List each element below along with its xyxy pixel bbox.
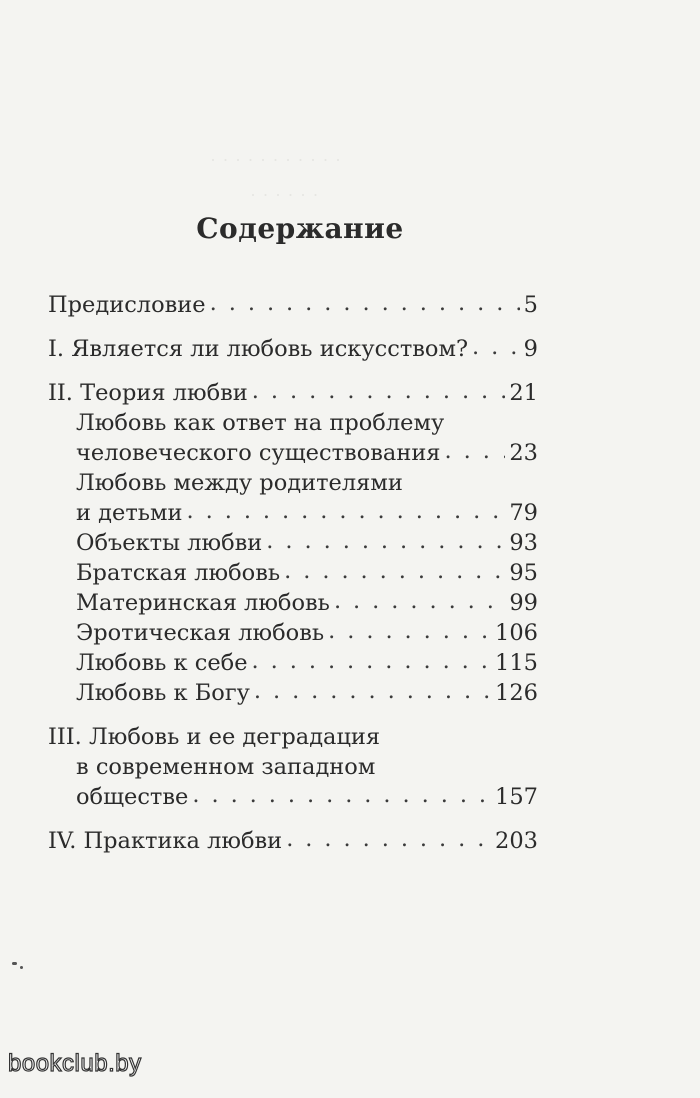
toc-page-number: 126 xyxy=(495,680,538,706)
watermark: bookclub.by xyxy=(8,1050,142,1077)
leader-dots xyxy=(334,588,505,614)
toc-entry-chapter-2 xyxy=(48,376,538,406)
toc-label: человеческого существования xyxy=(76,440,441,466)
toc-page-number: 93 xyxy=(509,530,538,556)
leader-dots xyxy=(328,618,491,644)
toc-label: Эротическая любовь xyxy=(76,620,325,646)
toc-page-number: 203 xyxy=(495,828,538,854)
toc-label: Братская любовь xyxy=(76,560,281,586)
toc-label: Объекты любви xyxy=(76,530,263,556)
toc-label: II. Теория любви xyxy=(48,380,248,406)
scan-speck xyxy=(20,966,23,969)
leader-dots xyxy=(210,290,520,316)
toc-label: Любовь к Богу xyxy=(76,680,250,706)
toc-page-number: 99 xyxy=(509,590,538,616)
leader-dots xyxy=(284,558,505,584)
toc-entry-section xyxy=(48,556,538,586)
toc-page-number: 5 xyxy=(523,292,538,318)
toc-page-number: 95 xyxy=(509,560,538,586)
toc-entry-section xyxy=(48,436,538,466)
leader-dots xyxy=(266,528,505,554)
toc-label-line: III. Любовь и ее деградация xyxy=(48,724,381,750)
bleed-through-text: · · · · · · · · · · · xyxy=(210,150,342,170)
toc-entry-section xyxy=(48,496,538,526)
leader-dots xyxy=(252,648,492,674)
toc-label: Предисловие xyxy=(48,292,206,318)
leader-dots xyxy=(472,334,520,360)
toc-page-number: 21 xyxy=(509,380,538,406)
table-of-contents xyxy=(48,288,538,854)
leader-dots xyxy=(286,826,491,852)
toc-label-line: Любовь между родителями xyxy=(76,470,403,496)
toc-entry-section xyxy=(48,616,538,646)
leader-dots xyxy=(187,498,506,524)
leader-dots xyxy=(192,782,491,808)
toc-entry-chapter-3 xyxy=(48,780,538,810)
scan-speck xyxy=(12,962,17,965)
toc-entry-section xyxy=(48,586,538,616)
toc-label: обществе xyxy=(76,784,189,810)
leader-dots xyxy=(252,378,506,404)
toc-page-number: 106 xyxy=(495,620,538,646)
toc-page-number: 9 xyxy=(523,336,538,362)
toc-page-number: 79 xyxy=(509,500,538,526)
toc-entry-section xyxy=(48,676,538,706)
toc-label: Любовь к себе xyxy=(76,650,248,676)
leader-dots xyxy=(445,438,506,464)
toc-label-line: в современном западном xyxy=(76,754,376,780)
toc-page-number: 115 xyxy=(495,650,538,676)
toc-page-number: 23 xyxy=(509,440,538,466)
toc-label: Материнская любовь xyxy=(76,590,330,616)
toc-entry-chapter-4 xyxy=(48,824,538,854)
toc-page-number: 157 xyxy=(495,784,538,810)
leader-dots xyxy=(254,678,491,704)
toc-label: IV. Практика любви xyxy=(48,828,283,854)
toc-label: и детьми xyxy=(76,500,183,526)
toc-entry-section xyxy=(48,526,538,556)
toc-entry-chapter-1 xyxy=(48,332,538,362)
page-title: Содержание xyxy=(196,212,404,245)
toc-entry-preface xyxy=(48,288,538,318)
toc-label-line: Любовь как ответ на проблему xyxy=(76,410,445,436)
toc-entry-section xyxy=(48,646,538,676)
bleed-through-text: · · · · · · xyxy=(250,185,320,205)
toc-label: I. Является ли любовь искусством? xyxy=(48,336,469,362)
